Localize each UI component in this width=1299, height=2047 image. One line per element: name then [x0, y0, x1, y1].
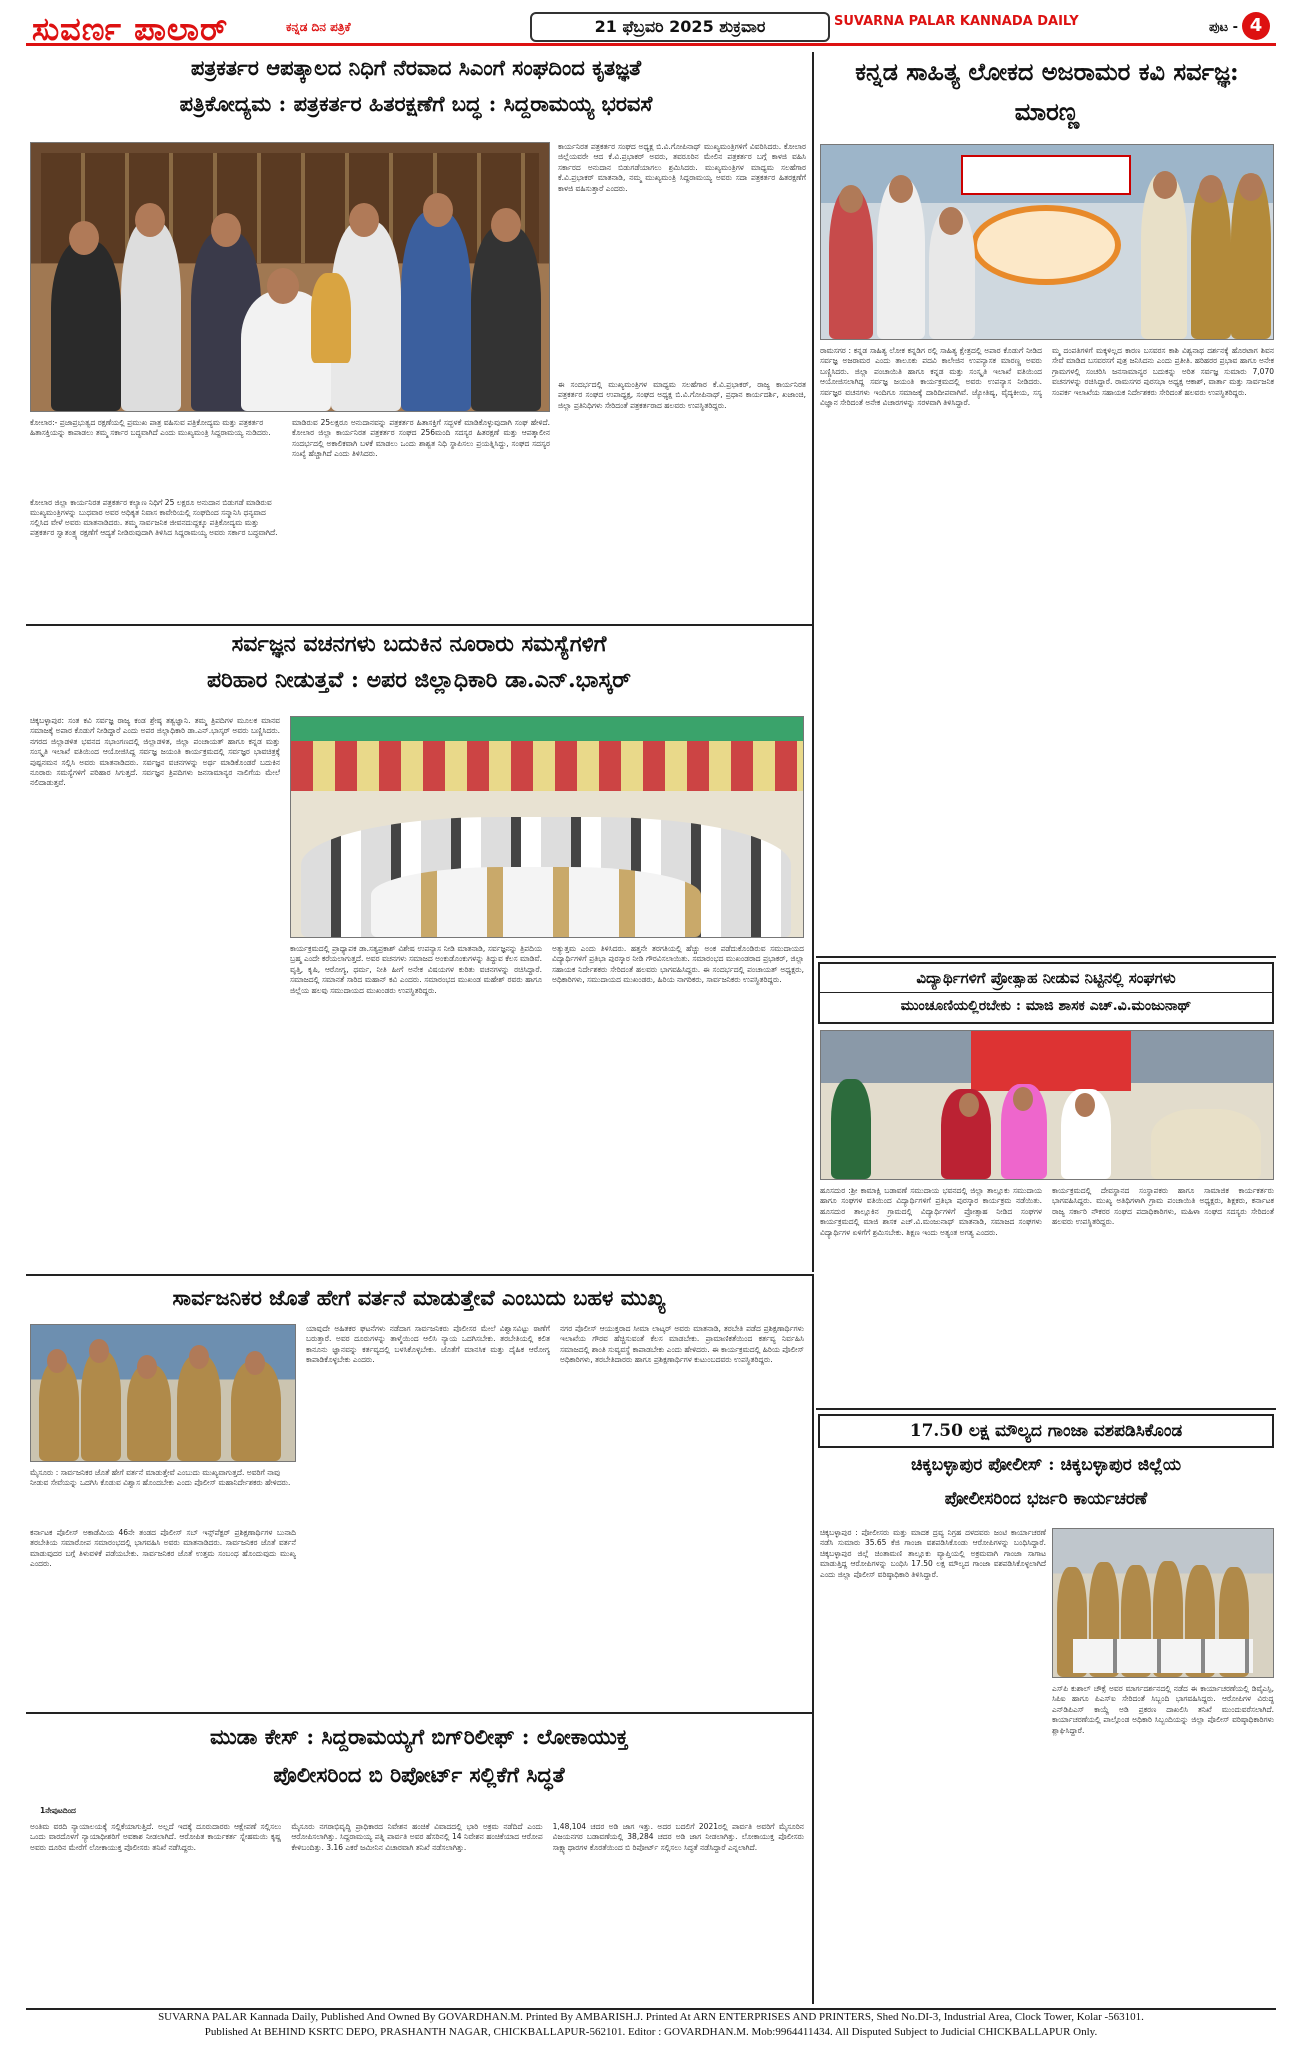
- imprint-footer: [26, 2008, 1276, 2042]
- article-subheadline: ಪೋಲೀಸರಿಂದ ಭರ್ಜರಿ ಕಾರ್ಯಚರಣೆ: [944, 1489, 1148, 1509]
- article-column: ಅತ್ಯುತ್ತಮ ಎಂದು ತಿಳಿಸಿದರು. ಹತ್ತನೇ ತರಗತಿಯಲ್ಲಿ ಹೆಚ್ಚು ಅಂಕ ಪಡೆದುಕೊಂಡಿರುವ ಸಮುದಾಯದ ವಿದ್ಯಾರ್ಥಿಗಳಿಗೆ ಪ್ರತಿಭಾ ಪುರಸ್ಕಾರ ನೀಡಿ ಗೌರವಿಸಲಾಯಿತು. ಸಮಾರಂಭದ ಮುಖಂಡರಾದ ಪ್ರಭಾಕರ್, ಜಿಲ್ಲಾ ಸಹಾಯಕ ನಿರ್ದೇಶಕರು ಸೇರಿದಂತೆ ಹಲವರು ಭಾಗವಹಿಸಿದ್ದರು. ಈ ಸಂದರ್ಭದಲ್ಲಿ ಪಂಚಾಯತ್ ಅಧ್ಯಕ್ಷರು, ಅಧಿಕಾರಿಗಳು, ಸಮುದಾಯದ ಮುಖಂಡರು, ಹಿರಿಯ ನಾಗರಿಕರು, ಸಾರ್ವಜನಿಕರು ಉಪಸ್ಥಿತರಿದ್ದರು.: [552, 944, 804, 985]
- article-headline: ಪತ್ರಕರ್ತರ ಆಪತ್ಕಾಲದ ನಿಧಿಗೆ ನೆರವಾದ ಸಿಎಂಗೆ ಸಂಘದಿಂದ ಕೃತಜ್ಞತೆ: [190, 55, 642, 80]
- article-column: 1,48,104 ಚದರ ಅಡಿ ಜಾಗ ಇತ್ತು. ಅದರ ಬದಲಿಗೆ 2021ರಲ್ಲಿ ಪಾರ್ವತಿ ಅವರಿಗೆ ಮೈಸೂರಿನ ವಿಜಯನಗರ ಬಡಾವಣೆಯಲ್ಲಿ 38,284 ಚದರ ಅಡಿ ಜಾಗ ನೀಡಲಾಗಿತ್ತು. ಲೋಕಾಯುಕ್ತ ಪೊಲೀಸರು ಸಾಕ್ಷ್ಯಾಧಾರಗಳ ಕೊರತೆಯಿಂದ ಬಿ ರಿಪೋರ್ಟ್ ಸಲ್ಲಿಸಲು ಸಿದ್ಧತೆ ನಡೆಸಿದ್ದಾರೆ ಎನ್ನಲಾಗಿದೆ.: [552, 1822, 804, 1852]
- article-column: ಹೂಸದುರ :ಶ್ರೀ ಕಾಮಾಕ್ಷಿ ಬಡಾವಣೆ ಸಮುದಾಯ ಭವನದಲ್ಲಿ ಜಿಲ್ಲಾ ತಾಲ್ಲೂಕು ಸಮುದಾಯ ಹಾಗೂ ಸಂಘಗಳ ವತಿಯಿಂದ ವಿದ್ಯಾರ್ಥಿಗಳಿಗೆ ಪ್ರತಿಭಾ ಪುರಸ್ಕಾರ ಕಾರ್ಯಕ್ರಮ ನಡೆಯಿತು. ಹೂಸದುರ ತಾಲ್ಲೂಕಿನ ಗ್ರಾಮದಲ್ಲಿ ವಿದ್ಯಾರ್ಥಿಗಳಿಗೆ ಪ್ರೋತ್ಸಾಹ ನೀಡಿದ ಸಂಘಗಳ ಕಾರ್ಯಕ್ರಮದಲ್ಲಿ ಮಾಜಿ ಶಾಸಕ ಎಚ್.ವಿ.ಮಂಜುನಾಥ್ ಮಾತನಾಡಿ, ಸಮಾಜದ ಸಂಘಗಳು ವಿದ್ಯಾರ್ಥಿಗಳ ಏಳಿಗೆಗೆ ಶ್ರಮಿಸಬೇಕು. ಶಿಕ್ಷಣ ಇಂದು ಅತ್ಯಂತ ಅಗತ್ಯ ಎಂದರು.: [820, 1186, 1042, 1237]
- article-body: [292, 418, 550, 608]
- article-body: [820, 1528, 1046, 2002]
- article-kicker: 1ನೇಪುಟದಿಂದ: [40, 1806, 76, 1815]
- issue-date: 21 ಫೆಬ್ರವರಿ 2025 ಶುಕ್ರವಾರ: [530, 12, 830, 42]
- article-column: ಕಾರ್ಯಕ್ರಮದಲ್ಲಿ ದೇವಸ್ಥಾನದ ಸಂಸ್ಥಾಪಕರು ಹಾಗೂ ಸಾಮಾಜಿಕ ಕಾರ್ಯಕರ್ತರು ಭಾಗವಹಿಸಿದ್ದರು. ಮುಖ್ಯ ಅತಿಥಿಗಳಾಗಿ ಗ್ರಾಮ ಪಂಚಾಯಿತಿ ಅಧ್ಯಕ್ಷರು, ಶಿಕ್ಷಕರು, ಕರ್ನಾಟಕ ರಾಜ್ಯ ಸರ್ಕಾರಿ ನೌಕರರ ಸಂಘದ ಪದಾಧಿಕಾರಿಗಳು, ಮಹಿಳಾ ಸಂಘದ ಸದಸ್ಯರು ಸೇರಿದಂತೆ ಹಲವರು ಉಪಸ್ಥಿತರಿದ್ದರು.: [1052, 1186, 1274, 1227]
- photo-student-event: [820, 1030, 1274, 1180]
- section-divider: [26, 1274, 812, 1276]
- article-column: ಮ್ಮ ದಂಪತಿಗಳಿಗೆ ಮಕ್ಕಳಿಲ್ಲದ ಕಾರಣ ಬಸವರಸ ಕಾಶಿ ವಿಶ್ವನಾಥ ದರ್ಶನಕ್ಕೆ ಹೊರಟಾಗ ಶಿವನ ಸೇವೆ ಮಾಡಿದ ಬಸವರಸಗೆ ಪುತ್ರ ಜನಿಸಿದನು ಎಂದು ಪ್ರತೀತಿ. ಹರಿಹರರ ಪ್ರಭಾವ ಹಾಗೂ ಅನೇಕ ಗ್ರಾಮಗಳಲ್ಲಿ ಸಂಚರಿಸಿ ಜನಸಾಮಾನ್ಯರ ಬದುಕನ್ನು ಅರಿತ ಸರ್ವಜ್ಞ ಸುಮಾರು 7,070 ವಚನಗಳನ್ನು ರಚಿಸಿದ್ದಾರೆ. ರಾಮಸಗರ ಪುರಸಭಾ ಅಧ್ಯಕ್ಷ ಆಕಾಶ್, ವಾರ್ತಾ ಮತ್ತು ಸಾರ್ವಜನಿಕ ಸಂಪರ್ಕ ಇಲಾಖೆಯ ಸಹಾಯಕ ನಿರ್ದೇಶಕರು ಸೇರಿದಂತೆ ಹಲವರು ಉಪಸ್ಥಿತರಿದ್ದರು.: [1052, 346, 1274, 397]
- article-column: ಕಾರ್ಯನಿರತ ಪತ್ರಕರ್ತರ ಸಂಘದ ಅಧ್ಯಕ್ಷ ಬಿ.ವಿ.ಗೋಪಿನಾಥ್ ಮುಖ್ಯಮಂತ್ರಿಗಳಿಗೆ ವಿವರಿಸಿದರು. ಕೋಲಾರ ಜಿಲ್ಲೆಯವರೇ ಆದ ಕೆ.ವಿ.ಪ್ರಭಾಕರ್ ಅವರು, ತವರೂರಿನ ಮೇಲಿನ ಪತ್ರಕರ್ತರ ಬಗ್ಗೆ ಕಾಳಜಿ ವಹಿಸಿ ಸರ್ಕಾರದ ಅನುದಾನ ಬಿಡುಗಡೆಯಾಗಲು ಶ್ರಮಿಸಿದರು. ಮುಖ್ಯಮಂತ್ರಿಗಳ ಮಾಧ್ಯಮ ಸಲಹೆಗಾರ ಕೆ.ವಿ.ಪ್ರಭಾಕರ್ ಮಾತನಾಡಿ, ನಮ್ಮ ಮುಖ್ಯಮಂತ್ರಿ ಸಿದ್ದರಾಮಯ್ಯ ಅವರು ಸದಾ ಪತ್ರಕರ್ತರ ಹಿತರಕ್ಷಣೆಗೆ ಕಾಳಜಿ ವಹಿಸುತ್ತಾರೆ ಎಂದರು.: [558, 142, 806, 193]
- article-body: [820, 346, 1274, 950]
- photo-sarvajna-felicitation: [290, 716, 804, 938]
- article-column: ಎಸ್‌ಪಿ ಕುಶಾಲ್ ಚೌಕ್ಸೆ ಅವರ ಮಾರ್ಗದರ್ಶನದಲ್ಲಿ ನಡೆದ ಈ ಕಾರ್ಯಾಚರಣೆಯಲ್ಲಿ ಡಿವೈಎಸ್ಪಿ, ಸಿಪಿಐ ಹಾಗೂ ಪಿಎಸ್ಐ ಸೇರಿದಂತೆ ಸಿಬ್ಬಂದಿ ಭಾಗವಹಿಸಿದ್ದರು. ಆರೋಪಿಗಳ ವಿರುದ್ಧ ಎನ್‌ಡಿಪಿಎಸ್ ಕಾಯ್ದೆ ಅಡಿ ಪ್ರಕರಣ ದಾಖಲಿಸಿ ತನಿಖೆ ಮುಂದುವರೆಸಲಾಗಿದೆ. ಕಾರ್ಯಾಚರಣೆಯಲ್ಲಿ ಪಾಲ್ಗೊಂಡ ಅಧಿಕಾರಿ ಸಿಬ್ಬಂದಿಯನ್ನು ಜಿಲ್ಲಾ ಪೊಲೀಸ್ ವರಿಷ್ಠಾಧಿಕಾರಿಗಳು ಶ್ಲಾಘಿಸಿದ್ದಾರೆ.: [1052, 1684, 1274, 1735]
- article-body-continued: ಕೋಲಾರ ಜಿಲ್ಲಾ ಕಾರ್ಯನಿರತ ಪತ್ರಕರ್ತರ ಕಲ್ಯಾಣ ನಿಧಿಗೆ 25 ಲಕ್ಷರೂ ಅನುದಾನ ಬಿಡುಗಡೆ ಮಾಡಿರುವ ಮುಖ್ಯಮಂತ್ರಿಗಳನ್ನು ಬುಧವಾರ ಅವರ ಅಧಿಕೃತ ನಿವಾಸ ಕಾವೇರಿಯಲ್ಲಿ ಸಂಘದಿಂದ ಸನ್ಮಾನಿಸಿ ಧನ್ಯವಾದ ಸಲ್ಲಿಸಿದ ವೇಳೆ ಅವರು ಮಾತನಾಡಿದರು. ತಮ್ಮ ಸಾರ್ವಜನಿಕ ಜೀವನದುದ್ದಕ್ಕೂ ಪತ್ರಿಕೋದ್ಯಮ ಮತ್ತು ಪತ್ರಕರ್ತರ ಸ್ವಾತಂತ್ರ್ಯ ರಕ್ಷಣೆಗೆ ಆದ್ಯತೆ ನೀಡಿರುವುದಾಗಿ ತಿಳಿಸಿದ ಸಿದ್ದರಾಮಯ್ಯ ಅವರು ಸರ್ಕಾರ ಬದ್ಧವಾಗಿದೆ.: [30, 498, 278, 537]
- section-divider: [26, 1712, 812, 1714]
- page-indicator: [1209, 12, 1270, 40]
- article-subheadline: ಪೊಲೀಸರಿಂದ ಬಿ ರಿಪೋರ್ಟ್ ಸಲ್ಲಿಕೆಗೆ ಸಿದ್ಧತೆ: [273, 1762, 565, 1787]
- photo-cm-felicitation: [30, 142, 550, 412]
- masthead: [26, 8, 1276, 46]
- article-subheadline: ಚಿಕ್ಕಬಳ್ಳಾಪುರ ಪೋಲೀಸ್ : ಚಿಕ್ಕಬಳ್ಳಾಪುರ ಜಿಲ್ಲೆಯ: [910, 1455, 1182, 1475]
- newspaper-tagline: ಕನ್ನಡ ದಿನ ಪತ್ರಿಕೆ: [286, 20, 351, 34]
- article-column: ಚಿಕ್ಕಬಳ್ಳಾಪುರ : ಪೋಲೀಸರು ಮತ್ತು ಮಾದಕ ದ್ರವ್ಯ ನಿಗ್ರಹ ದಳದವರು ಜಂಟಿ ಕಾರ್ಯಾಚರಣೆ ನಡೆಸಿ ಸುಮಾರು 35.65 ಕೆಜಿ ಗಾಂಜಾ ವಶಪಡಿಸಿಕೊಂಡು ಆರೋಪಿಗಳನ್ನು ಬಂಧಿಸಿದ್ದಾರೆ. ಚಿಕ್ಕಬಳ್ಳಾಪುರ ಜಿಲ್ಲೆ ಚಿಂತಾಮಣಿ ತಾಲ್ಲೂಕು ವ್ಯಾಪ್ತಿಯಲ್ಲಿ ಅಕ್ರಮವಾಗಿ ಗಾಂಜಾ ಸಾಗಾಟ ಮಾಡುತ್ತಿದ್ದ ಆರೋಪಿಗಳನ್ನು ಬಂಧಿಸಿ 17.50 ಲಕ್ಷ ಮೌಲ್ಯದ ಗಾಂಜಾ ವಶಪಡಿಸಿಕೊಳ್ಳಲಾಗಿದೆ ಎಂದು ಜಿಲ್ಲಾ ಪೊಲೀಸ್ ವರಿಷ್ಠಾಧಿಕಾರಿ ತಿಳಿಸಿದ್ದಾರೆ.: [820, 1528, 1046, 1579]
- article-headline: ಕನ್ನಡ ಸಾಹಿತ್ಯ ಲೋಕದ ಅಜರಾಮರ ಕವಿ ಸರ್ವಜ್ಞ: ಮಾರಣ್ಣ: [855, 57, 1239, 126]
- page-number: 4: [1242, 12, 1270, 40]
- section-divider: [816, 1408, 1276, 1410]
- article-headline: ಮುಡಾ ಕೇಸ್ : ಸಿದ್ದರಾಮಯ್ಯಗೆ ಬಿಗ್‌ರಿಲೀಫ್ : ಲೋಕಾಯುಕ್ತ: [209, 1724, 629, 1749]
- photo-caption: ಮೈಸೂರು : ಸಾರ್ವಜನಿಕರ ಜೊತೆ ಹೇಗೆ ವರ್ತನೆ ಮಾಡುತ್ತೇವೆ ಎಂಬುದು ಮುಖ್ಯವಾಗುತ್ತದೆ. ಅವರಿಗೆ ನಾವು ನೀಡುವ ಸೇವೆಯನ್ನು ಒದಗಿಸಿ ಕೊಡುವ ವಿಶ್ವಾಸ ಹೊಂದಬೇಕು ಎಂದು ಪೊಲೀಸ್ ಮಹಾನಿರ್ದೇಶಕರು ಹೇಳಿದರು.: [30, 1468, 291, 1487]
- article-body: [30, 1822, 804, 2002]
- article-column: ಕಾರ್ಯಕ್ರಮದಲ್ಲಿ ಪ್ರಾಧ್ಯಾಪಕ ಡಾ.ಸತ್ಯಪ್ರಕಾಶ್ ವಿಶೇಷ ಉಪನ್ಯಾಸ ನೀಡಿ ಮಾತನಾಡಿ, ಸರ್ವಜ್ಞನನ್ನು ತ್ರಿಪದಿಯ ಬ್ರಹ್ಮ ಎಂದೇ ಕರೆಯಲಾಗುತ್ತದೆ. ಅವರ ವಚನಗಳು ಸಮಾಜದ ಅಂಕುಡೊಂಕುಗಳನ್ನು ತಿದ್ದುವ ಕೆಲಸ ಮಾಡಿವೆ. ವೃತ್ತಿ, ಕೃಷಿ, ಆರೋಗ್ಯ, ಧರ್ಮ, ನೀತಿ ಹೀಗೆ ಅನೇಕ ವಿಷಯಗಳ ಕುರಿತು ವಚನಗಳನ್ನು ರಚಿಸಿದ್ದಾರೆ. ಸಮಾಜದಲ್ಲಿ ಸಮಾನತೆ ಸಾರಿದ ಮಹಾನ್ ಕವಿ ಎಂದರು. ಸಮಾರಂಭದ ಮುಖಂಡ ಮಹೇಶ್ ರವರು ಹಾಗೂ ಜಿಲ್ಲೆಯ ಹಲವು ಸಮುದಾಯದ ಮುಖಂಡರು ಉಪಸ್ಥಿತರಿದ್ದರು.: [290, 944, 542, 995]
- column-divider: [812, 52, 814, 1272]
- column-divider: [812, 1274, 814, 2004]
- article-column: ನಗರ ಪೊಲೀಸ್ ಆಯುಕ್ತರಾದ ಸೀಮಾ ಲಾಟ್ಕರ್ ಅವರು ಮಾತನಾಡಿ, ತರಬೇತಿ ಪಡೆದ ಪ್ರಶಿಕ್ಷಣಾರ್ಥಿಗಳು ಇಲಾಖೆಯ ಗೌರವ ಹೆಚ್ಚಿಸುವಂತೆ ಕೆಲಸ ಮಾಡಬೇಕು. ಪ್ರಾಮಾಣಿಕತೆಯಿಂದ ಕರ್ತವ್ಯ ನಿರ್ವಹಿಸಿ ಸಮಾಜದಲ್ಲಿ ಶಾಂತಿ ಸುವ್ಯವಸ್ಥೆ ಕಾಪಾಡಬೇಕು ಎಂದು ಹೇಳಿದರು. ಈ ಕಾರ್ಯಕ್ರಮದಲ್ಲಿ ಹಿರಿಯ ಪೊಲೀಸ್ ಅಧಿಕಾರಿಗಳು, ತರಬೇತಿದಾರರು ಹಾಗೂ ಪ್ರಶಿಕ್ಷಣಾರ್ಥಿಗಳ ಕುಟುಂಬದವರು ಉಪಸ್ಥಿತರಿದ್ದರು.: [560, 1324, 804, 1365]
- photo-caption: ಕೋಲಾರ:- ಪ್ರಜಾಪ್ರಭುತ್ವದ ರಕ್ಷಣೆಯಲ್ಲಿ ಪ್ರಮುಖ ಪಾತ್ರ ವಹಿಸುವ ಪತ್ರಿಕೋದ್ಯಮ ಮತ್ತು ಪತ್ರಕರ್ತರ ಹಿತಾಸಕ್ತಿಯನ್ನು ಕಾಪಾಡಲು ತಮ್ಮ ಸರ್ಕಾರ ಬದ್ಧವಾಗಿದೆ ಎಂದು ಮುಖ್ಯಮಂತ್ರಿ ಸಿದ್ದರಾಮಯ್ಯ ನುಡಿದರು.: [30, 418, 271, 437]
- article-muda-case: [26, 1718, 812, 1804]
- article-body: [820, 1186, 1274, 1402]
- article-sarvajna-bhaskar: [26, 630, 812, 710]
- article-subheadline: ಪತ್ರಿಕೋದ್ಯಮ : ಪತ್ರಕರ್ತರ ಹಿತರಕ್ಷಣೆಗೆ ಬದ್ಧ : ಸಿದ್ದರಾಮಯ್ಯ ಭರವಸೆ: [179, 91, 653, 117]
- article-column: ಕರ್ನಾಟಕ ಪೊಲೀಸ್ ಅಕಾಡೆಮಿಯ 46ನೇ ತಂಡದ ಪೊಲೀಸ್ ಸಬ್ ಇನ್ಸ್‌ಪೆಕ್ಟರ್ ಪ್ರಶಿಕ್ಷಣಾರ್ಥಿಗಳ ಬುನಾದಿ ತರಬೇತಿಯ ಸಮಾರೋಪ ಸಮಾರಂಭದಲ್ಲಿ ಭಾಗವಹಿಸಿ ಅವರು ಮಾತನಾಡಿದರು. ಸಾರ್ವಜನಿಕರ ಜೊತೆ ವರ್ತನೆ ಮಾಡುವುದರ ಬಗ್ಗೆ ತಿಳುವಳಿಕೆ ಪಡೆಯಬೇಕು. ಸಾರ್ವಜನಿಕರ ಜೊತೆ ಉತ್ತಮ ಸಂಬಂಧ ಹೊಂದುವುದು ಮುಖ್ಯ ಎಂದರು.: [30, 1528, 296, 1569]
- newspaper-title: ಸುವರ್ಣ ಪಾಲಾರ್: [32, 10, 229, 48]
- article-body: [290, 944, 804, 1268]
- photo-sarvajna-jayanti: [820, 144, 1274, 340]
- article-column: ಮೈಸೂರು ನಗರಾಭಿವೃದ್ಧಿ ಪ್ರಾಧಿಕಾರದ ನಿವೇಶನ ಹಂಚಿಕೆ ವಿವಾದದಲ್ಲಿ ಭಾರಿ ಅಕ್ರಮ ನಡೆದಿದೆ ಎಂದು ಆರೋಪಿಸಲಾಗಿತ್ತು. ಸಿದ್ದರಾಮಯ್ಯ ಪತ್ನಿ ಪಾರ್ವತಿ ಅವರ ಹೆಸರಿನಲ್ಲಿ 14 ನಿವೇಶನ ಹಂಚಿಕೆಯಾದ ಆರೋಪ ಕೇಳಿಬಂದಿತ್ತು. 3.16 ಎಕರೆ ಜಮೀನಿನ ವಿಚಾರವಾಗಿ ತನಿಖೆ ನಡೆಸಲಾಗಿತ್ತು.: [291, 1822, 543, 1852]
- article-sarvajna-marann: [818, 52, 1276, 138]
- section-divider: [26, 624, 812, 626]
- article-student-encouragement: [818, 962, 1274, 1024]
- article-column: ಅಂತಿಮ ವರದಿ ನ್ಯಾಯಾಲಯಕ್ಕೆ ಸಲ್ಲಿಕೆಯಾಗುತ್ತಿದೆ. ಅಲ್ಲದೆ ಇದಕ್ಕೆ ದೂರುದಾರರು ಆಕ್ಷೇಪಣೆ ಸಲ್ಲಿಸಲು ಒಂದು ವಾರದೊಳಗೆ ನ್ಯಾಯಾಧೀಶರಿಗೆ ಅವಕಾಶ ನೀಡಲಾಗಿದೆ. ಆರೋಪಿತ ಕಾರ್ಯಕರ್ತ ಸ್ನೇಹಮಯಿ ಕೃಷ್ಣ ಅವರು ದೂರಿನ ಮೇರೆಗೆ ಲೋಕಾಯುಕ್ತ ಪೊಲೀಸರು ತನಿಖೆ ನಡೆಸಿದ್ದರು.: [30, 1822, 282, 1852]
- article-police-conduct: [26, 1280, 812, 1320]
- article-column: ಯಾವುದೇ ಅಹಿತಕರ ಘಟನೆಗಳು ನಡೆದಾಗ ಸಾರ್ವಜನಿಕರು ಪೊಲೀಸರ ಮೇಲೆ ವಿಶ್ವಾಸವಿಟ್ಟು ಠಾಣೆಗೆ ಬರುತ್ತಾರೆ. ಅವರ ದೂರುಗಳನ್ನು ತಾಳ್ಮೆಯಿಂದ ಆಲಿಸಿ ನ್ಯಾಯ ಒದಗಿಸಬೇಕು. ತರಬೇತಿಯಲ್ಲಿ ಕಲಿತ ಕಾನೂನು ಜ್ಞಾನವನ್ನು ಕರ್ತವ್ಯದಲ್ಲಿ ಬಳಸಿಕೊಳ್ಳಬೇಕು. ಜೊತೆಗೆ ಮಾನಸಿಕ ಮತ್ತು ದೈಹಿಕ ಆರೋಗ್ಯ ಕಾಪಾಡಿಕೊಳ್ಳಬೇಕು ಎಂದರು.: [306, 1324, 550, 1365]
- photo-police-ceremony: [30, 1324, 296, 1462]
- article-headline: ವಿದ್ಯಾರ್ಥಿಗಳಿಗೆ ಪ್ರೋತ್ಸಾಹ ನೀಡುವ ನಿಟ್ಟಿನಲ್ಲಿ ಸಂಘಗಳು: [916, 969, 1176, 987]
- article-body: [30, 1528, 296, 1706]
- article-subheadline: ಪರಿಹಾರ ನೀಡುತ್ತವೆ : ಅಪರ ಜಿಲ್ಲಾಧಿಕಾರಿ ಡಾ.ಎನ್.ಭಾಸ್ಕರ್: [207, 666, 631, 693]
- article-column: ಈ ಸಂದರ್ಭದಲ್ಲಿ ಮುಖ್ಯಮಂತ್ರಿಗಳ ಮಾಧ್ಯಮ ಸಲಹೆಗಾರ ಕೆ.ವಿ.ಪ್ರಭಾಕರ್, ರಾಜ್ಯ ಕಾರ್ಯನಿರತ ಪತ್ರಕರ್ತರ ಸಂಘದ ಉಪಾಧ್ಯಕ್ಷ, ಸಂಘದ ಅಧ್ಯಕ್ಷ ಬಿ.ವಿ.ಗೋಪಿನಾಥ್, ಪ್ರಧಾನ ಕಾರ್ಯದರ್ಶಿ, ಖಜಾಂಚಿ, ಜಿಲ್ಲಾ ಪ್ರತಿನಿಧಿಗಳು ಸೇರಿದಂತೆ ಪತ್ರಕರ್ತರಾದ ಹಲವರು ಉಪಸ್ಥಿತರಿದ್ದರು.: [558, 380, 806, 410]
- article-column: ಚಿಕ್ಕಬಳ್ಳಾಪುರ: ಸಂತ ಕವಿ ಸರ್ವಜ್ಞ ರಾಜ್ಯ ಕಂಡ ಶ್ರೇಷ್ಠ ತತ್ವಜ್ಞಾನಿ. ತಮ್ಮ ತ್ರಿಪದಿಗಳ ಮೂಲಕ ಮಾನವ ಸಮಾಜಕ್ಕೆ ಅಪಾರ ಕೊಡುಗೆ ನೀಡಿದ್ದಾರೆ ಎಂದು ಅಪರ ಜಿಲ್ಲಾಧಿಕಾರಿ ಡಾ.ಎನ್.ಭಾಸ್ಕರ್ ಅವರು ಬಣ್ಣಿಸಿದರು. ನಗರದ ಜಿಲ್ಲಾಡಳಿತ ಭವನದ ಸಭಾಂಗಣದಲ್ಲಿ ಜಿಲ್ಲಾಡಳಿತ, ಜಿಲ್ಲಾ ಪಂಚಾಯತ್ ಹಾಗೂ ಕನ್ನಡ ಮತ್ತು ಸಂಸ್ಕೃತಿ ಇಲಾಖೆ ವತಿಯಿಂದ ಆಯೋಜಿಸಿದ್ದ ಸರ್ವಜ್ಞ ಜಯಂತಿ ಕಾರ್ಯಕ್ರಮದಲ್ಲಿ ಸರ್ವಜ್ಞರ ಭಾವಚಿತ್ರಕ್ಕೆ ಪುಷ್ಪನಮನ ಸಲ್ಲಿಸಿ ಅವರು ಮಾತನಾಡಿದರು. ಸರ್ವಜ್ಞನ ವಚನಗಳನ್ನು ಅರ್ಥ ಮಾಡಿಕೊಂಡರೆ ಬದುಕಿನ ನೂರಾರು ಸಮಸ್ಯೆಗಳಿಗೆ ಪರಿಹಾರ ಸಿಗುತ್ತದೆ. ಸರ್ವಜ್ಞನ ತ್ರಿಪದಿಗಳು ಜನಸಾಮಾನ್ಯರ ನಾಲಿಗೆಯ ಮೇಲೆ ನಲಿದಾಡುತ್ತವೆ.: [30, 716, 280, 788]
- article-body: [30, 716, 280, 1268]
- article-column: ರಾಮಸಗರ : ಕನ್ನಡ ಸಾಹಿತ್ಯ ಲೋಕ ಕನ್ನಡಿಗ ರಲ್ಲಿ ಸಾಹಿತ್ಯ ಕ್ಷೇತ್ರದಲ್ಲಿ ಅಪಾರ ಕೊಡುಗೆ ನೀಡಿದ ಸರ್ವಜ್ಞ ಅಜರಾಮರ ಎಂದು ತಾಲೂಕು ಪದವಿ ಕಾಲೇಜಿನ ಉಪನ್ಯಾಸಕ ಮಾರಣ್ಣ ಅವರು ಬಣ್ಣಿಸಿದರು. ಜಿಲ್ಲಾ ಪಂಚಾಯಿತಿ ಹಾಗೂ ಕನ್ನಡ ಮತ್ತು ಸಂಸ್ಕೃತಿ ಇಲಾಖೆ ವತಿಯಿಂದ ಆಯೋಜಿಸಲಾಗಿದ್ದ ಸರ್ವಜ್ಞ ಜಯಂತಿ ಕಾರ್ಯಕ್ರಮದಲ್ಲಿ ಅವರು ಉಪನ್ಯಾಸ ನೀಡಿದರು. ಸರ್ವಜ್ಞರ ವಚನಗಳು ಇಂದಿಗೂ ಸಮಾಜಕ್ಕೆ ದಾರಿದೀಪವಾಗಿವೆ. ಜ್ಯೋತಿಷ್ಯ, ವೈದ್ಯಕೀಯ, ಸಸ್ಯ ವಿಜ್ಞಾನ ಸೇರಿದಂತೆ ಅನೇಕ ವಿಚಾರಗಳನ್ನು ಸರಳವಾಗಿ ತಿಳಿಸಿದ್ದಾರೆ.: [820, 346, 1042, 408]
- article-headline: ಸಾರ್ವಜನಿಕರ ಜೊತೆ ಹೇಗೆ ವರ್ತನೆ ಮಾಡುತ್ತೇವೆ ಎಂಬುದು ಬಹಳ ಮುಖ್ಯ: [172, 1285, 666, 1310]
- imprint-line-2: Published At BEHIND KSRTC DEPO, PRASHANTH NAGAR, CHICKBALLAPUR-562101. Editor : GOVARDHAN.M. Mob:9964411434. All Disputed Subject to Judicial CHICKBALLAPUR Only.: [204, 2026, 1098, 2038]
- article-column: ಮಾಡಿರುವ 25ಲಕ್ಷರೂ ಅನುದಾನವನ್ನು ಪತ್ರಕರ್ತರ ಹಿತಾಸಕ್ತಿಗೆ ಸದ್ಬಳಕೆ ಮಾಡಿಕೊಳ್ಳುವುದಾಗಿ ಸಂಘ ಹೇಳಿದೆ. ಕೋಲಾರ ಜಿಲ್ಲಾ ಕಾರ್ಯನಿರತ ಪತ್ರಕರ್ತರ ಸಂಘದ 256ಮಂದಿ ಸದಸ್ಯರ ಹಿತರಕ್ಷಣೆ ಮತ್ತು ಆಪತ್ಕಾಲೀನ ಸಂದರ್ಭದಲ್ಲಿ ಅಕಾಲಿಕವಾಗಿ ಬಳಕೆ ಮಾಡಲು ಒಂದು ಶಾಶ್ವತ ನಿಧಿ ಸ್ಥಾಪಿಸಲು ಪ್ರಯತ್ನಿಸಿದ್ದು, ಸಂಘದ ಸದಸ್ಯರ ಸಂಖ್ಯೆ ಹೆಚ್ಚಾಗಿದೆ ಎಂದು ತಿಳಿಸಿದರು.: [292, 418, 550, 459]
- article-ganja-seizure: [818, 1414, 1274, 1522]
- article-headline: ಸರ್ವಜ್ಞನ ವಚನಗಳು ಬದುಕಿನ ನೂರಾರು ಸಮಸ್ಯೆಗಳಿಗೆ: [231, 631, 607, 657]
- photo-ganja-police: [1052, 1528, 1274, 1678]
- article-body: [558, 142, 806, 608]
- section-divider: [816, 956, 1276, 958]
- article-body: [1052, 1684, 1274, 2002]
- article-body: [306, 1324, 804, 1706]
- paper-name: SUVARNA PALAR KANNADA DAILY: [834, 14, 1079, 29]
- imprint-line-1: SUVARNA PALAR Kannada Daily, Published And Owned By GOVARDHAN.M. Printed By AMBARISH.J. Printed At ARN ENTERPRISES AND PRINTERS, Shed No.DI-3, Industrial Area, Clock Tower, Kolar -563101.: [158, 2011, 1144, 2023]
- page-label: ಪುಟ -: [1209, 20, 1238, 35]
- article-subheadline: ಮುಂಚೂಣಿಯಲ್ಲಿರಬೇಕು : ಮಾಜಿ ಶಾಸಕ ಎಚ್.ವಿ.ಮಂಜುನಾಥ್: [820, 992, 1272, 1019]
- article-headline: 17.50 ಲಕ್ಷ ಮೌಲ್ಯದ ಗಾಂಜಾ ವಶಪಡಿಸಿಕೊಂಡ: [818, 1414, 1274, 1448]
